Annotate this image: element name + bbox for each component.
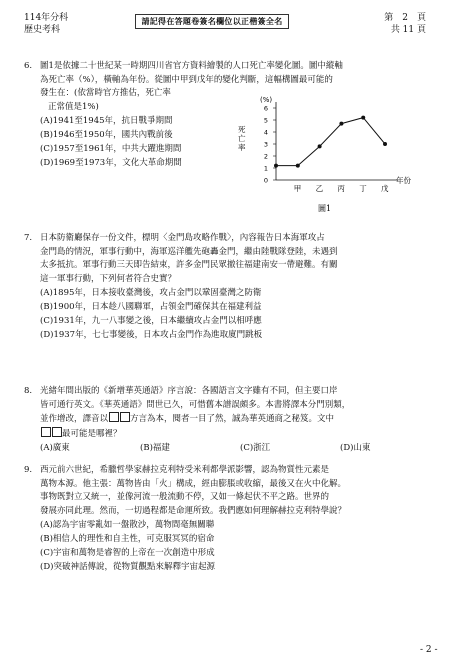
series-line [276,118,385,166]
question-text-line [40,412,438,427]
question-7 [24,232,434,342]
data-point [296,164,300,168]
option-a: (A)廣東 [40,443,70,453]
question-text-line: 發展亦同此理。然而，一切過程都是命運所致。我們應如何理解赫拉克利特學說？ [40,505,347,516]
option-b: (B)1946至1950年，國共內戰前後 [40,130,173,140]
data-point [274,164,278,168]
question-number: 9. [24,465,33,475]
blank-box [52,427,62,437]
option-b: (B)1900年，日本趁八國聯軍，占領金門確保其在福建利益 [40,302,262,312]
data-point [318,144,322,148]
figure-caption: 圖1 [318,204,332,213]
exam-subject: 歷史考科 [24,25,61,35]
question-text-line: 為死亡率（%），橫軸為年份。從圖中甲到戊年的變化判斷，這幅構圖最可能的 [40,74,333,85]
y-tick-label: 2 [263,152,268,161]
data-points [274,116,387,168]
option-b: (B)福建 [140,443,170,453]
data-point [339,122,343,126]
option-d: (D)1937年，七七事變後，日本攻占金門作為進取廈門跳板 [40,330,263,340]
question-8 [24,385,434,455]
y-tick-label: 0 [263,176,268,185]
page-number: - 2 - [420,645,438,655]
y-tick-label: 5 [263,116,268,125]
question-text-line: 正常值是1%) [48,101,99,112]
x-tick-label: 乙 [315,184,324,193]
blank-box [120,412,130,422]
option-c: (C)1957至1961年，中共大躍進期間 [40,144,182,154]
option-c: (C)1931年，九一八事變之後，日本繼續攻占金門以相呼應 [40,316,262,326]
question-text-part: 方言為本，閱者一目了然，誠為華英通商之秘笈。文中 [130,414,335,424]
y-axis-title-char: 亡 [238,134,246,143]
question-number: 8. [24,386,33,396]
y-axis-title-char: 率 [238,143,246,152]
question-text-line: 萬物本源。他主張：萬物皆由「火」構成，經由膨脹或收縮，最後又在火中化解。 [40,478,347,489]
x-tick-label: 甲 [293,184,302,193]
option-a: (A)1895年，日本接收臺灣後，攻占金門以鞏固臺灣之防衛 [40,288,262,298]
y-ticks [264,105,276,185]
question-text-part: 並作增改，譯音以 [40,414,109,424]
question-text-line: 圖1是依據二十世紀某一時期四川省官方資料繪製的人口死亡率變化圖。圖中縱軸 [40,61,343,71]
y-axis-title-char: 死 [238,125,246,134]
page-indicator: 第 2 頁 [384,13,426,23]
exam-year: 114年分科 [24,13,69,23]
option-d: (D)突破神話傳說，從物質觀點來解釋宇宙起源 [40,562,215,572]
option-b: (B)相信人的理性和自主性，可克服冥冥的宿命 [40,534,215,544]
question-9 [24,464,434,574]
question-text-line [40,427,438,442]
x-tick-label: 丙 [337,184,345,193]
options-row [40,441,434,455]
option-a: (A)認為宇宙零亂如一盤散沙，萬物間毫無關聯 [40,520,215,530]
question-text-line: 西元前六世紀，希臘哲學家赫拉克利特受米利都學派影響，認為物質性元素是 [40,465,330,475]
question-number: 6. [24,61,33,71]
question-number: 7. [24,233,33,243]
total-pages: 共 11 頁 [390,25,426,35]
x-tick-label: 戊 [381,184,389,193]
question-text-line: 事物既對立又統一，並像河流一般流動不停，又如一條起伏不平之路。世界的 [40,492,330,502]
question-text-line: 皆可通行英文。《華英通語》問世已久，可惜舊本譜誤頗多。本書將譯本分門別類， [40,399,351,410]
question-text-line: 光緒年間出版的《新增華英通語》序言說：各國語言文字雖有不同，但主要口岸 [40,386,338,396]
figure-1-chart [228,92,438,222]
blank-box [41,427,51,437]
question-text-line: 金門島的情況，軍事行動中，海軍巡洋艦先砲轟金門，繼由陸戰隊登陸，未遇到 [40,246,338,257]
option-a: (A)1941至1945年，抗日戰爭期間 [40,116,173,126]
blank-box [109,412,119,422]
option-d: (D)1969至1973年，文化大革命期間 [40,158,182,168]
question-text-part: 最可能是哪裡？ [62,428,122,439]
question-text-line: 太多抵抗。軍事行動三天即告結束，許多金門民眾撤往福建南安一帶避難。有關 [40,260,338,270]
y-unit-label: (%) [260,96,273,104]
question-text-line: 日本防衛廳保存一份文件，標明〈金門島攻略作戰〉，內容報告日本海軍攻占 [40,233,325,243]
y-tick-label: 1 [263,164,268,173]
y-axis-title [238,125,246,152]
y-tick-label: 3 [263,140,268,149]
x-ticks [294,183,389,193]
question-text-line: 發生在：(依當時官方推估，死亡率 [40,88,171,98]
signature-notice: 請記得在答題卷簽名欄位以正楷簽全名 [135,14,289,29]
option-c: (C)浙江 [240,443,271,453]
data-point [383,142,387,146]
question-text-line: 這一軍事行動，下列何者符合史實？ [40,273,177,284]
option-d: (D)山東 [340,443,371,453]
y-tick-label: 6 [263,104,268,113]
option-c: (C)宇宙和萬物是睿智的上帝在一次創造中形成 [40,548,215,558]
x-tick-label: 丁 [359,184,367,193]
x-axis-title: 年份 [396,176,411,185]
data-point [361,116,365,120]
y-tick-label: 4 [263,128,268,137]
